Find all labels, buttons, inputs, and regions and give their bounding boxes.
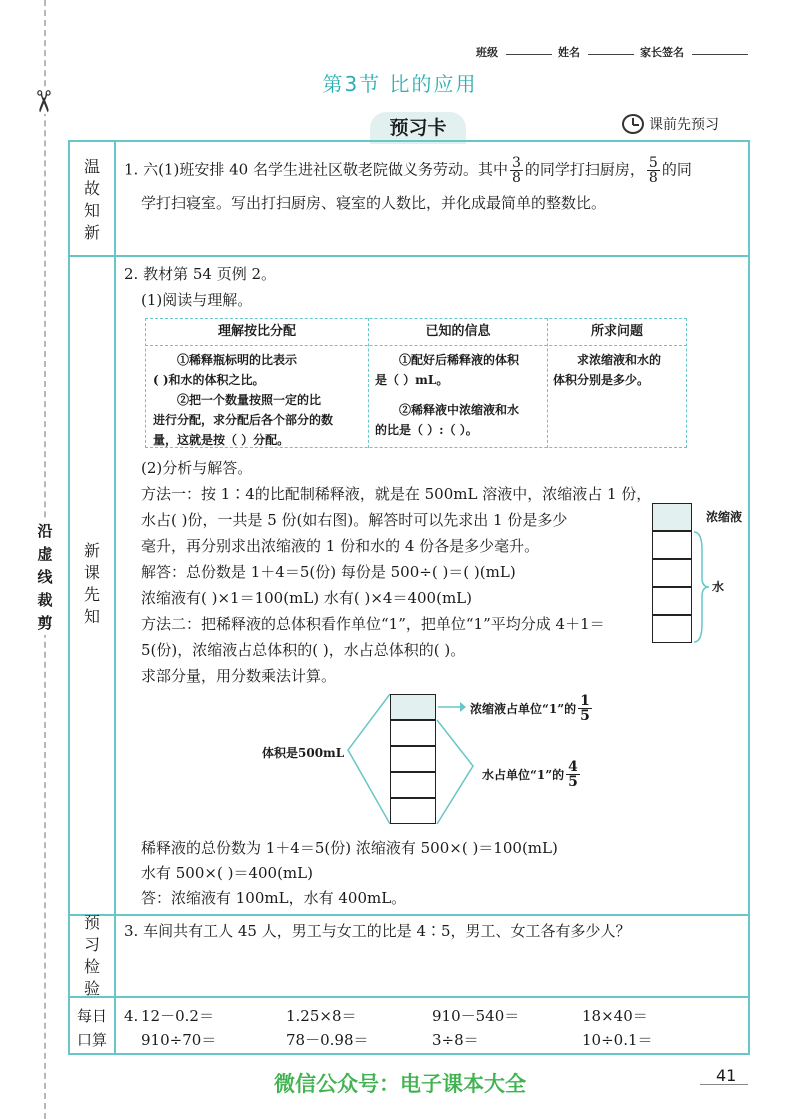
info-line: ②把一个数量按照一定的比	[177, 393, 322, 407]
info-col1-body	[153, 350, 363, 450]
method2-line: 求部分量，用分数乘法计算。	[141, 667, 337, 685]
info-line: ②稀释液中浓缩液和水	[399, 403, 520, 417]
water-block	[390, 746, 436, 772]
info-line: 求浓缩液和水的	[577, 353, 662, 367]
q1-line2: 学打扫寝室。写出打扫厨房、寝室的人数比，并化成最简单的整数比。	[141, 194, 607, 212]
q2-title: 2. 教材第 54 页例 2。	[124, 265, 277, 283]
info-col2-title: 已知的信息	[425, 324, 491, 339]
mental-math-item: 78－0.98＝	[286, 1031, 369, 1049]
info-col3-body	[553, 350, 685, 390]
unit-block-column	[390, 694, 436, 824]
row-label-new	[70, 540, 114, 628]
label-char: 新	[83, 541, 100, 560]
label-char: 检	[83, 957, 100, 976]
preview-tag-text: 课前先预习	[649, 117, 719, 133]
class-blank[interactable]	[506, 44, 552, 55]
method1-line: 方法一：按 1∶4的比配制稀释液，就是在 500mL 溶液中，浓缩液占 1 份，	[141, 485, 652, 503]
q2-sub1: (1)阅读与理解。	[141, 291, 253, 309]
info-line: ①配好后稀释液的体积	[399, 353, 520, 367]
header-fields	[476, 44, 748, 60]
info-col1-title: 理解按比分配	[217, 324, 296, 339]
row-label-review	[70, 156, 114, 244]
fraction-denominator: 8	[648, 170, 658, 186]
answer-line: 答：浓缩液有 100mL，水有 400mL。	[141, 889, 407, 907]
row-label-check	[70, 912, 114, 1000]
method1-line: 水占( )份，一共是 5 份(如右图)。解答时可以先求出 1 份是多少	[141, 511, 568, 529]
label-line: 每日	[76, 1007, 107, 1025]
concentrate-label: 浓缩液	[706, 510, 743, 524]
fraction-numerator: 1	[580, 693, 590, 709]
mental-math-item: 910÷70＝	[141, 1031, 217, 1049]
q4-number: 4.	[124, 1007, 139, 1025]
fraction	[510, 156, 523, 185]
water-block	[390, 798, 436, 824]
label-char: 故	[83, 179, 100, 198]
info-line: 量，这就是按（ ）分配。	[153, 433, 290, 447]
water-block	[652, 531, 692, 559]
method2-line: 5(份)，浓缩液占总体积的( )，水占总体积的( )。	[141, 641, 466, 659]
arrow-icon	[438, 700, 466, 714]
label-char: 验	[83, 979, 100, 998]
cut-char: 虚	[37, 545, 53, 563]
fraction	[566, 760, 580, 789]
info-line: 的比是（ ）:（ ）。	[375, 423, 478, 437]
concentrate-block	[652, 503, 692, 531]
concentrate-block	[390, 694, 436, 720]
label-char: 温	[83, 157, 100, 176]
fraction-numerator: 4	[568, 759, 578, 775]
name-blank[interactable]	[588, 44, 634, 55]
mental-math-item: 1.25×8＝	[286, 1007, 357, 1025]
water-block	[652, 559, 692, 587]
row-divider	[68, 255, 750, 257]
mental-math-item: 910－540＝	[432, 1007, 520, 1025]
water-brace	[692, 530, 712, 644]
label-char: 知	[83, 607, 100, 626]
clock-icon	[622, 114, 644, 134]
cut-char: 剪	[37, 614, 53, 632]
water-block	[652, 615, 692, 643]
row-divider	[68, 996, 750, 998]
mental-math-item: 3÷8＝	[432, 1031, 479, 1049]
fraction	[578, 694, 592, 723]
q1-line1	[124, 156, 692, 185]
water-label: 水	[712, 580, 725, 594]
method1-line: 解答：总份数是 1＋4＝5(份) 每份是 500÷( )＝( )(mL)	[141, 563, 516, 581]
scissors-icon: ✂	[25, 88, 61, 115]
info-line: 进行分配，求分配后各个部分的数	[153, 413, 334, 427]
cut-char: 线	[37, 568, 53, 586]
fraction-numerator: 5	[648, 155, 658, 171]
class-label: 班级	[476, 46, 498, 59]
cut-instruction	[33, 520, 57, 635]
info-col2-body	[375, 350, 543, 440]
label-char: 课	[83, 563, 100, 582]
answer-line: 水有 500×( )＝400(mL)	[141, 864, 313, 882]
water-block	[390, 720, 436, 746]
fraction	[647, 156, 660, 185]
q1-text: 的同	[661, 160, 692, 179]
row-divider	[68, 914, 750, 916]
info-line: 是（ ）mL。	[375, 373, 449, 387]
cut-char: 裁	[37, 591, 53, 609]
q3-text: 3. 车间共有工人 45 人，男工与女工的比是 4∶5，男工、女工各有多少人？	[124, 922, 631, 940]
method2-line: 方法二：把稀释液的总体积看作单位“1”，把单位“1”平均分成 4＋1＝	[141, 615, 605, 633]
answer-line: 稀释液的总份数为 1＋4＝5(份) 浓缩液有 500×( )＝100(mL)	[141, 839, 558, 857]
mental-math-item: 12－0.2＝	[141, 1007, 214, 1025]
cut-char: 沿	[37, 522, 53, 540]
concentrate-fraction-text: 浓缩液占单位“1”的	[470, 702, 577, 716]
q1-text: 1. 六(1)班安排 40 名学生进社区敬老院做义务劳动。其中	[124, 160, 508, 179]
footer-watermark: 微信公众号：电子课本大全	[274, 1072, 526, 1096]
mental-math-item: 18×40＝	[582, 1007, 648, 1025]
method1-line: 浓缩液有( )×1＝100(mL) 水有( )×4＝400(mL)	[141, 589, 472, 607]
mental-math-item: 10÷0.1＝	[582, 1031, 653, 1049]
water-fraction-label	[482, 760, 582, 789]
fraction-denominator: 5	[568, 774, 578, 790]
preview-tag	[622, 114, 719, 134]
method1-line: 毫升，再分别求出浓缩液的 1 份和水的 4 份各是多少毫升。	[141, 537, 540, 555]
water-fraction-text: 水占单位“1”的	[482, 768, 565, 782]
label-char: 新	[83, 223, 100, 242]
parent-sign-label: 家长签名	[640, 46, 684, 59]
label-line: 口算	[76, 1031, 107, 1049]
ratio-block-diagram	[652, 503, 692, 643]
info-line: ①稀释瓶标明的比表示	[177, 353, 298, 367]
info-line: 体积分别是多少。	[553, 373, 650, 387]
fraction-denominator: 5	[580, 708, 590, 724]
parent-sign-blank[interactable]	[692, 44, 748, 55]
label-char: 知	[83, 201, 100, 220]
label-char: 习	[83, 935, 100, 954]
info-col3-title: 所求问题	[590, 324, 643, 339]
fraction-denominator: 8	[511, 170, 521, 186]
fraction-numerator: 3	[511, 155, 521, 171]
label-char: 先	[83, 585, 100, 604]
section-title: 第3节 比的应用	[322, 72, 478, 96]
volume-label: 体积是500mL	[262, 746, 345, 760]
label-char: 预	[83, 913, 100, 932]
q2-sub2: (2)分析与解答。	[141, 459, 253, 477]
q1-text: 的同学打扫厨房，	[524, 160, 645, 179]
water-block	[652, 587, 692, 615]
concentrate-fraction-label	[470, 694, 594, 723]
label-column-divider	[114, 140, 116, 1055]
name-label: 姓名	[558, 46, 580, 59]
row-label-daily	[70, 1004, 114, 1052]
info-line: ( )和水的体积之比。	[153, 373, 265, 387]
page-number-rule	[700, 1084, 748, 1085]
page-number: 41	[716, 1066, 737, 1085]
water-block	[390, 772, 436, 798]
card-label: 预习卡	[370, 112, 466, 144]
